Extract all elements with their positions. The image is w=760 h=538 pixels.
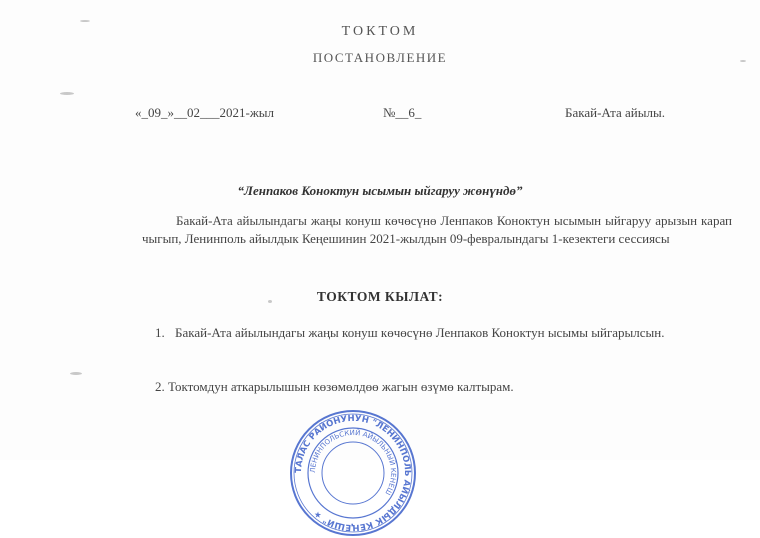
item-number: 2. <box>155 379 165 394</box>
item-text: Бакай-Ата айылындагы жаңы конуш көчөсүнө Ленпаков Коноктун ысымы ыйгарылсын. <box>175 325 665 340</box>
document-subject: “Ленпаков Коноктун ысымын ыйгаруу жөнүндө” <box>237 183 523 198</box>
official-seal-stamp <box>288 408 418 538</box>
decree-item-2 <box>155 378 732 395</box>
document-number: №__6_ <box>383 105 422 120</box>
svg-text:ЛЕНИНПОЛЬСКИЙ АЙЫЛЬНЫЙ КЕНЕШ: ЛЕНИНПОЛЬСКИЙ АЙЫЛЬНЫЙ КЕНЕШ <box>308 428 398 497</box>
scan-speck <box>268 300 272 303</box>
document-date: «_09_»__02___2021-жыл <box>135 105 275 120</box>
scan-speck <box>740 60 746 62</box>
title-kyrgyz: ТОКТОМ <box>341 24 419 39</box>
document-place: Бакай-Ата айылы. <box>565 105 665 120</box>
svg-text:ТАЛАС РАЙОНУНУН "ЛЕНИНПОЛЬ АЙЫ: ТАЛАС РАЙОНУНУН "ЛЕНИНПОЛЬ АЙЫЛДЫК КЕҢЕШИ" ★ <box>293 413 413 533</box>
preamble-paragraph: Бакай-Ата айылындагы жаңы конуш көчөсүнө Ленпаков Коноктун ысымын ыйгаруу арызын карап чыгып, Ленинполь айылдык Кеңешинин 2021-жылдын 09-февралындагы 1-кезектеги сессиясы <box>142 213 732 246</box>
item-text: Токтомдун аткарылышын көзөмөлдөө жагын өзүмө калтырам. <box>168 379 514 394</box>
scan-speck <box>60 92 74 95</box>
scan-speck <box>80 20 90 22</box>
decree-heading: ТОКТОМ КЫЛАТ: <box>316 289 444 304</box>
title-russian: ПОСТАНОВЛЕНИЕ <box>312 50 448 65</box>
scan-speck <box>70 372 82 375</box>
item-number: 1. <box>155 325 165 340</box>
decree-item-1 <box>155 324 732 341</box>
